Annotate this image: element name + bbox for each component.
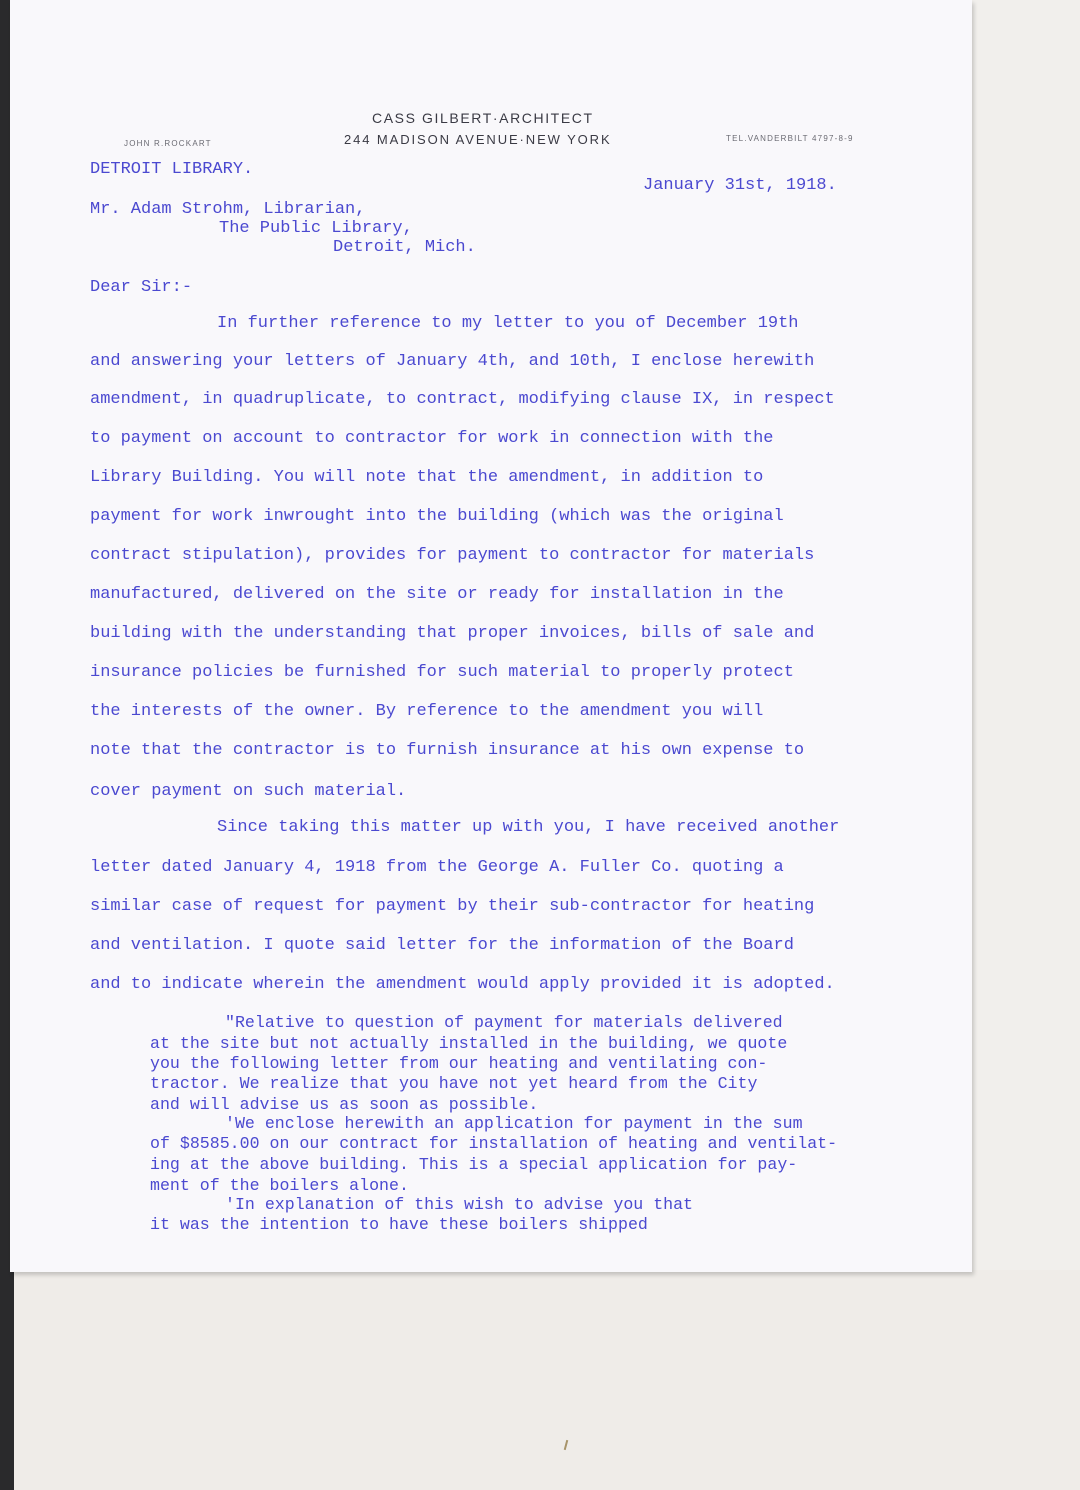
body-line: note that the contractor is to furnish insurance at his own expense to xyxy=(90,741,805,760)
body-line: letter dated January 4, 1918 from the George A. Fuller Co. quoting a xyxy=(90,858,784,877)
body-line: and to indicate wherein the amendment would apply provided it is adopted. xyxy=(90,975,835,994)
body-line: and ventilation. I quote said letter for the information of the Board xyxy=(90,936,794,955)
body-line: Library Building. You will note that the amendment, in addition to xyxy=(90,468,764,487)
project-heading: DETROIT LIBRARY. xyxy=(90,160,254,179)
quoted-line: 'We enclose herewith an application for payment in the sum xyxy=(225,1114,803,1133)
body-line: and answering your letters of January 4th, and 10th, I enclose herewith xyxy=(90,352,815,371)
quoted-line: at the site but not actually installed in the building, we quote xyxy=(150,1034,788,1053)
body-line: amendment, in quadruplicate, to contract, modifying clause IX, in respect xyxy=(90,390,835,409)
letterhead-telephone: TEL.VANDERBILT 4797-8-9 xyxy=(726,134,854,143)
letterhead-address: 244 MADISON AVENUE·NEW YORK xyxy=(344,132,612,147)
quoted-line: ing at the above building. This is a special application for pay- xyxy=(150,1155,798,1174)
quoted-line: ment of the boilers alone. xyxy=(150,1176,409,1195)
quoted-line: tractor. We realize that you have not yet heard from the City xyxy=(150,1074,758,1093)
recipient-line: Mr. Adam Strohm, Librarian, xyxy=(90,200,366,219)
body-line: insurance policies be furnished for such material to properly protect xyxy=(90,663,794,682)
quoted-line: and will advise us as soon as possible. xyxy=(150,1095,539,1114)
quoted-line: you the following letter from our heating and ventilating con- xyxy=(150,1054,768,1073)
body-line: to payment on account to contractor for work in connection with the xyxy=(90,429,774,448)
body-line: building with the understanding that proper invoices, bills of sale and xyxy=(90,624,815,643)
body-line: similar case of request for payment by their sub-contractor for heating xyxy=(90,897,815,916)
body-line: In further reference to my letter to you of December 19th xyxy=(217,314,799,333)
backing-sheet xyxy=(14,1270,1080,1490)
recipient-line: The Public Library, xyxy=(219,219,413,238)
body-line: contract stipulation), provides for payment to contractor for materials xyxy=(90,546,815,565)
body-line: payment for work inwrought into the building (which was the original xyxy=(90,507,784,526)
letter-page xyxy=(10,0,972,1272)
letter-date: January 31st, 1918. xyxy=(643,176,837,195)
body-line: Since taking this matter up with you, I have received another xyxy=(217,818,840,837)
quoted-line: of $8585.00 on our contract for installation of heating and ventilat- xyxy=(150,1134,838,1153)
letterhead-associate: JOHN R.ROCKART xyxy=(124,139,212,148)
recipient-line: Detroit, Mich. xyxy=(333,238,476,257)
quoted-line: 'In explanation of this wish to advise you that xyxy=(225,1195,694,1214)
quoted-line: "Relative to question of payment for materials delivered xyxy=(225,1013,783,1032)
body-line: manufactured, delivered on the site or ready for installation in the xyxy=(90,585,784,604)
body-line: the interests of the owner. By reference to the amendment you will xyxy=(90,702,764,721)
letterhead-firm: CASS GILBERT·ARCHITECT xyxy=(372,110,594,126)
body-line: cover payment on such material. xyxy=(90,782,407,801)
salutation: Dear Sir:- xyxy=(90,278,193,297)
quoted-line: it was the intention to have these boilers shipped xyxy=(150,1215,648,1234)
